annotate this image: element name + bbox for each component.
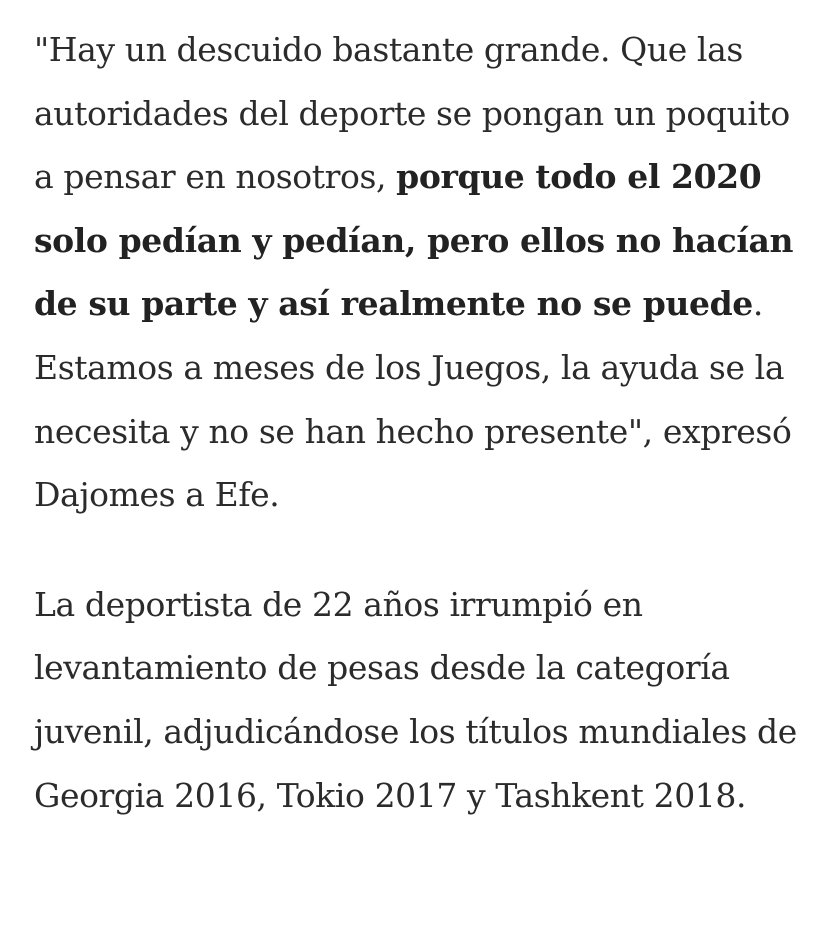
bio-paragraph: La deportista de 22 años irrumpió en levantamiento de pesas desde la categoría juvenil, adjudicándose los títulos mundiales de Georgia 2016, Tokio 2017 y Tashkent 2018. bbox=[34, 584, 797, 815]
quote-bold-text: porque todo el 2020 solo pedían y pedían, pero ellos no hacían de su parte y así realmente no se puede bbox=[34, 157, 794, 324]
quote-text-start: "Hay un descuido bastante grande. Que las autoridades del deporte se pongan un poquito a pensar en nosotros, bbox=[34, 30, 790, 197]
article-body bbox=[34, 18, 804, 827]
quote-paragraph bbox=[34, 18, 804, 527]
quote-text-end: . Estamos a meses de los Juegos, la ayuda se la necesita y no se han hecho presente", expresó Dajomes a Efe. bbox=[34, 284, 792, 515]
